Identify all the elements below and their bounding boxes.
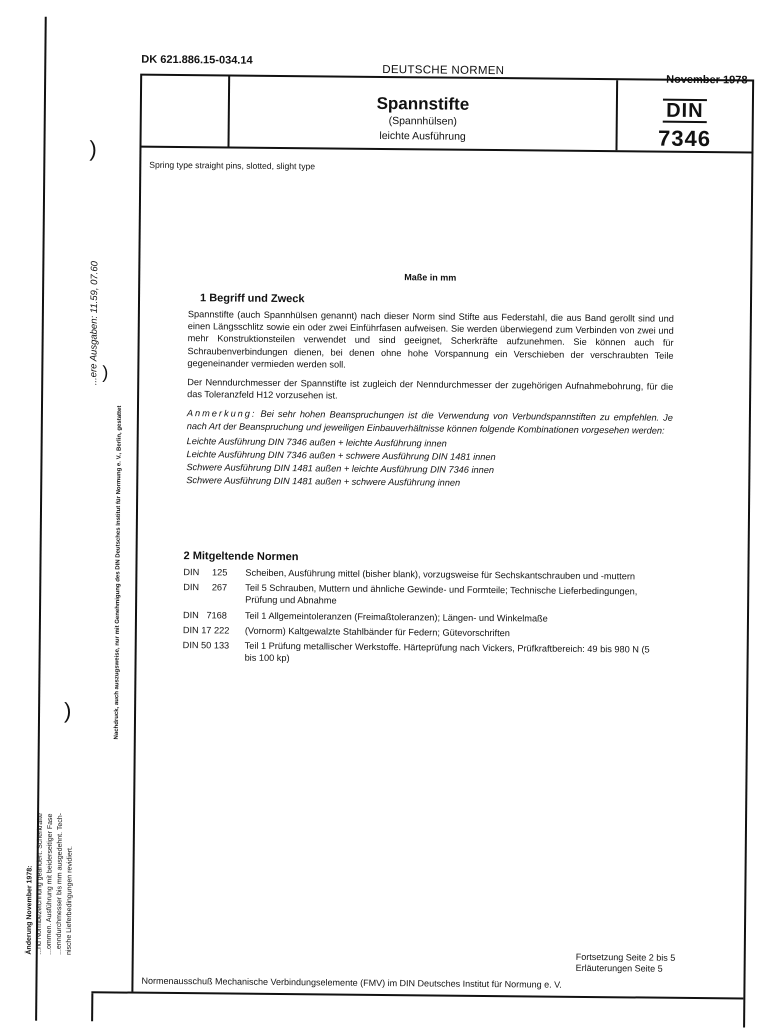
combination-line: Leichte Ausführung DIN 7346 außen + leichte Ausführung innen xyxy=(186,435,447,449)
units-note: Maße in mm xyxy=(404,272,457,283)
earlier-editions-note: ...ere Ausgaben: 11.59, 07.60 xyxy=(88,261,101,386)
document-title: Spannstifte xyxy=(376,93,470,114)
section-2 xyxy=(183,544,664,671)
section-1-heading: 1 Begriff und Zweck xyxy=(199,292,305,306)
margin-bracket-middle: ) xyxy=(102,362,109,383)
change-note-line: ...enndurchmesser bis mm ausgedehnt. Tech- xyxy=(55,812,65,955)
section-1 xyxy=(186,286,674,491)
reference-text: Teil 1 Allgemeintoleranzen (Freimaßtoleranzen); Längen- und Winkelmaße xyxy=(244,610,548,624)
reference-code: DIN 125 xyxy=(183,567,228,578)
combination-line: Schwere Ausführung DIN 1481 außen + leichte Ausführung DIN 7346 innen xyxy=(186,461,495,475)
footer-committee: Normenausschuß Mechanische Verbindungselemente (FMV) im DIN Deutsches Institut für Normung e. V. xyxy=(141,975,562,990)
reference-text: (Vornorm) Kaltgewalzte Stahlbänder für Federn; Gütevorschriften xyxy=(244,625,510,639)
frame-left-edge xyxy=(91,993,93,1021)
combination-line: Schwere Ausführung DIN 1481 außen + schwere Ausführung innen xyxy=(186,474,461,488)
reprint-notice: Nachdruck, auch auszugsweise, nur mit Genehmigung des DIN Deutsches Institut für Normung e. V., Berlin, gestattet xyxy=(113,405,124,740)
title-block xyxy=(139,74,754,154)
section-1-note xyxy=(187,408,673,437)
continuation-note xyxy=(576,952,676,975)
title-center xyxy=(230,77,617,145)
continuation-pages: Fortsetzung Seite 2 bis 5 xyxy=(575,951,676,963)
reference-text: Scheiben, Ausführung mittel (bisher blank), vorzugsweise für Sechskantschrauben und -muttern xyxy=(245,567,636,582)
english-title: Spring type straight pins, slotted, slight type xyxy=(149,159,316,172)
din-number: 7346 xyxy=(657,125,712,152)
reference-code: DIN 7168 xyxy=(182,609,227,621)
margin-bracket-bottom: ) xyxy=(63,697,72,724)
normative-reference xyxy=(183,566,663,583)
issue-date: November 1978 xyxy=(666,73,748,87)
change-note-line: ...nd Normbezeichnung geändert. Scherkräfte xyxy=(35,813,45,955)
normative-reference xyxy=(183,581,663,610)
frame-right-edge xyxy=(743,152,753,1028)
reference-text: Teil 1 Prüfung metallischer Werkstoffe. Härteprüfung nach Vickers, Prüfkraftbereich: 49 bis 980 N (5 bis 100 kp) xyxy=(244,640,650,664)
margin-bracket-top: ) xyxy=(89,136,97,162)
standards-series-label: DEUTSCHE NORMEN xyxy=(382,63,505,78)
din-logo: DIN xyxy=(663,99,707,123)
normative-reference xyxy=(183,624,663,641)
normative-reference xyxy=(183,639,663,668)
combination-line: Leichte Ausführung DIN 7346 außen + schwere Ausführung DIN 1481 innen xyxy=(186,448,496,462)
normative-reference xyxy=(183,609,663,626)
reference-code: DIN 17 222 xyxy=(182,624,230,636)
din-badge xyxy=(617,80,752,152)
frame-left-edge-body xyxy=(131,146,141,992)
change-note-title: Änderung November 1978: xyxy=(25,865,34,955)
change-note-line: ...ommen. Ausführung mit beiderseitiger Fase xyxy=(45,813,55,955)
reference-text: Teil 5 Schrauben, Muttern und ähnliche Gewinde- und Formteile; Technische Lieferbedingungen, Prüfung und Abnahme xyxy=(245,582,638,606)
document-subtitle: (Spannhülsen) xyxy=(388,115,457,128)
dk-classification: DK 621.886.15-034.14 xyxy=(141,53,253,67)
explanations-page: Erläuterungen Seite 5 xyxy=(575,962,663,974)
note-label: Anmerkung: xyxy=(186,408,257,420)
change-note-line: nische Lieferbedingungen revidiert. xyxy=(65,846,74,956)
section-1-paragraph: Der Nenndurchmesser der Spannstifte ist zugleich der Nenndurchmesser der zugehörigen Aufnahmebohrung, für die das Toleranzfeld H12 vorzusehen ist. xyxy=(187,377,674,401)
section-2-heading: 2 Mitgeltende Normen xyxy=(183,550,299,564)
footer-rule xyxy=(91,991,743,999)
reference-code: DIN 50 133 xyxy=(182,640,230,651)
note-text: Bei sehr hohen Beanspruchungen ist die Verwendung von Verbundspannstiften zu empfehlen. Je nach Art der Beanspruchung und jeweiligen Einbauverhältnisse können folgende Kombinationen vorgesehen werden: xyxy=(186,409,673,436)
section-1-paragraph: Spannstifte (auch Spannhülsen genannt) nach dieser Norm sind Stifte aus Federstahl, die aus Band gerollt sind und einen Längsschlitz sowie ein oder zwei Einführfasen aufweisen. Sie werden überwiegend zum Verbinden von zwei und mehr Konstruktionsteilen verwendet und sind geeignet, Scherkräfte aufzunehmen. Sie können auch für Schraubenverbindungen dienen, bei denen ohne hohe Vorspannung ein Verschieben der verschraubten Teile gegeneinander vermieden werden soll. xyxy=(187,309,674,370)
reference-code: DIN 267 xyxy=(183,582,228,593)
document-variant: leichte Ausführung xyxy=(379,129,466,143)
